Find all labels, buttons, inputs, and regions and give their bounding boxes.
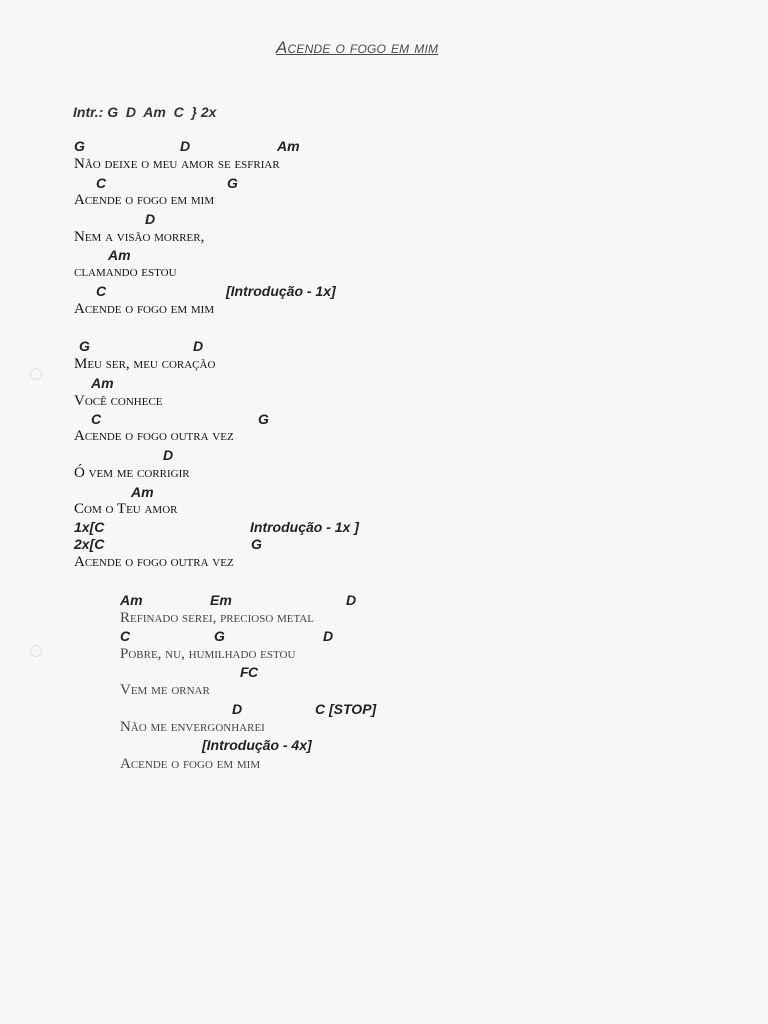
chord: Introdução - 1x ]: [250, 519, 359, 535]
song-title: Acende o fogo em mim: [276, 38, 439, 57]
lyric-line: Nem a visão morrer,: [74, 229, 205, 245]
lyric-line: Não me envergonharei: [120, 719, 265, 735]
chord: C: [91, 411, 102, 427]
chord: [Introdução - 4x]: [202, 737, 312, 753]
chord: C [STOP]: [315, 701, 377, 717]
chord-line: [0, 536, 262, 554]
chord: G: [258, 411, 269, 427]
lyric-line: Você conhece: [74, 393, 163, 409]
chord: C: [120, 628, 131, 644]
lyric-line: Pobre, nu, humilhado estou: [120, 646, 296, 662]
chord-line: [0, 701, 377, 719]
chord: D: [145, 211, 156, 227]
chord-line: [0, 175, 238, 193]
chord: Am: [277, 138, 300, 154]
lyric-line: Meu ser, meu coração: [74, 356, 216, 372]
chord-line: [0, 592, 357, 610]
lyric-line: Acende o fogo outra vez: [74, 428, 234, 444]
chord-line: [0, 411, 269, 429]
chord: D: [232, 701, 243, 717]
chord-line: [0, 283, 336, 301]
chord: G: [251, 536, 262, 552]
chord: D: [163, 447, 174, 463]
lyric-line: Acende o fogo em mim: [74, 301, 215, 317]
chord: C: [248, 664, 259, 680]
chord: D: [323, 628, 334, 644]
chord: Am: [131, 484, 154, 500]
chord: F: [240, 664, 249, 680]
chord-line: [0, 628, 334, 646]
lyric-line: Acende o fogo em mim: [120, 756, 261, 772]
lyric-line: Com o Teu amor: [74, 501, 178, 517]
chord: D: [193, 338, 204, 354]
chord: 1x[C: [74, 519, 105, 535]
lyric-line: Acende o fogo em mim: [74, 192, 215, 208]
chord: G: [227, 175, 238, 191]
chord: [Introdução - 1x]: [226, 283, 336, 299]
chord-line: [0, 664, 259, 682]
chord-line: [0, 247, 131, 265]
chord: Am: [120, 592, 143, 608]
chord-line: [0, 737, 312, 755]
chord-line: [0, 519, 359, 537]
chord: C: [96, 283, 107, 299]
chord-line: [0, 138, 300, 156]
scan-speck: [30, 645, 42, 657]
chord: Em: [210, 592, 232, 608]
lyric-line: Refinado serei, precioso metal: [120, 610, 315, 626]
lyric-line: Ó vem me corrigir: [74, 465, 190, 481]
scan-speck: [30, 368, 42, 380]
chord: C: [96, 175, 107, 191]
chord: Am: [91, 375, 114, 391]
lyric-line: Acende o fogo outra vez: [74, 554, 234, 570]
chord: D: [180, 138, 191, 154]
lyric-line: Vem me ornar: [120, 682, 210, 698]
intro-line: Intr.: G D Am C } 2x: [73, 104, 217, 120]
lyric-line: Não deixe o meu amor se esfriar: [74, 156, 280, 172]
chord: G: [79, 338, 90, 354]
chord-line: [0, 375, 114, 393]
chord: 2x[C: [74, 536, 105, 552]
chord-line: [0, 338, 204, 356]
chord: G: [74, 138, 85, 154]
chord-line: [0, 484, 154, 502]
chord: G: [214, 628, 225, 644]
chord: Am: [108, 247, 131, 263]
chord: D: [346, 592, 357, 608]
chord-line: [0, 447, 174, 465]
chord-line: [0, 211, 156, 229]
lyric-line: clamando estou: [74, 264, 177, 280]
